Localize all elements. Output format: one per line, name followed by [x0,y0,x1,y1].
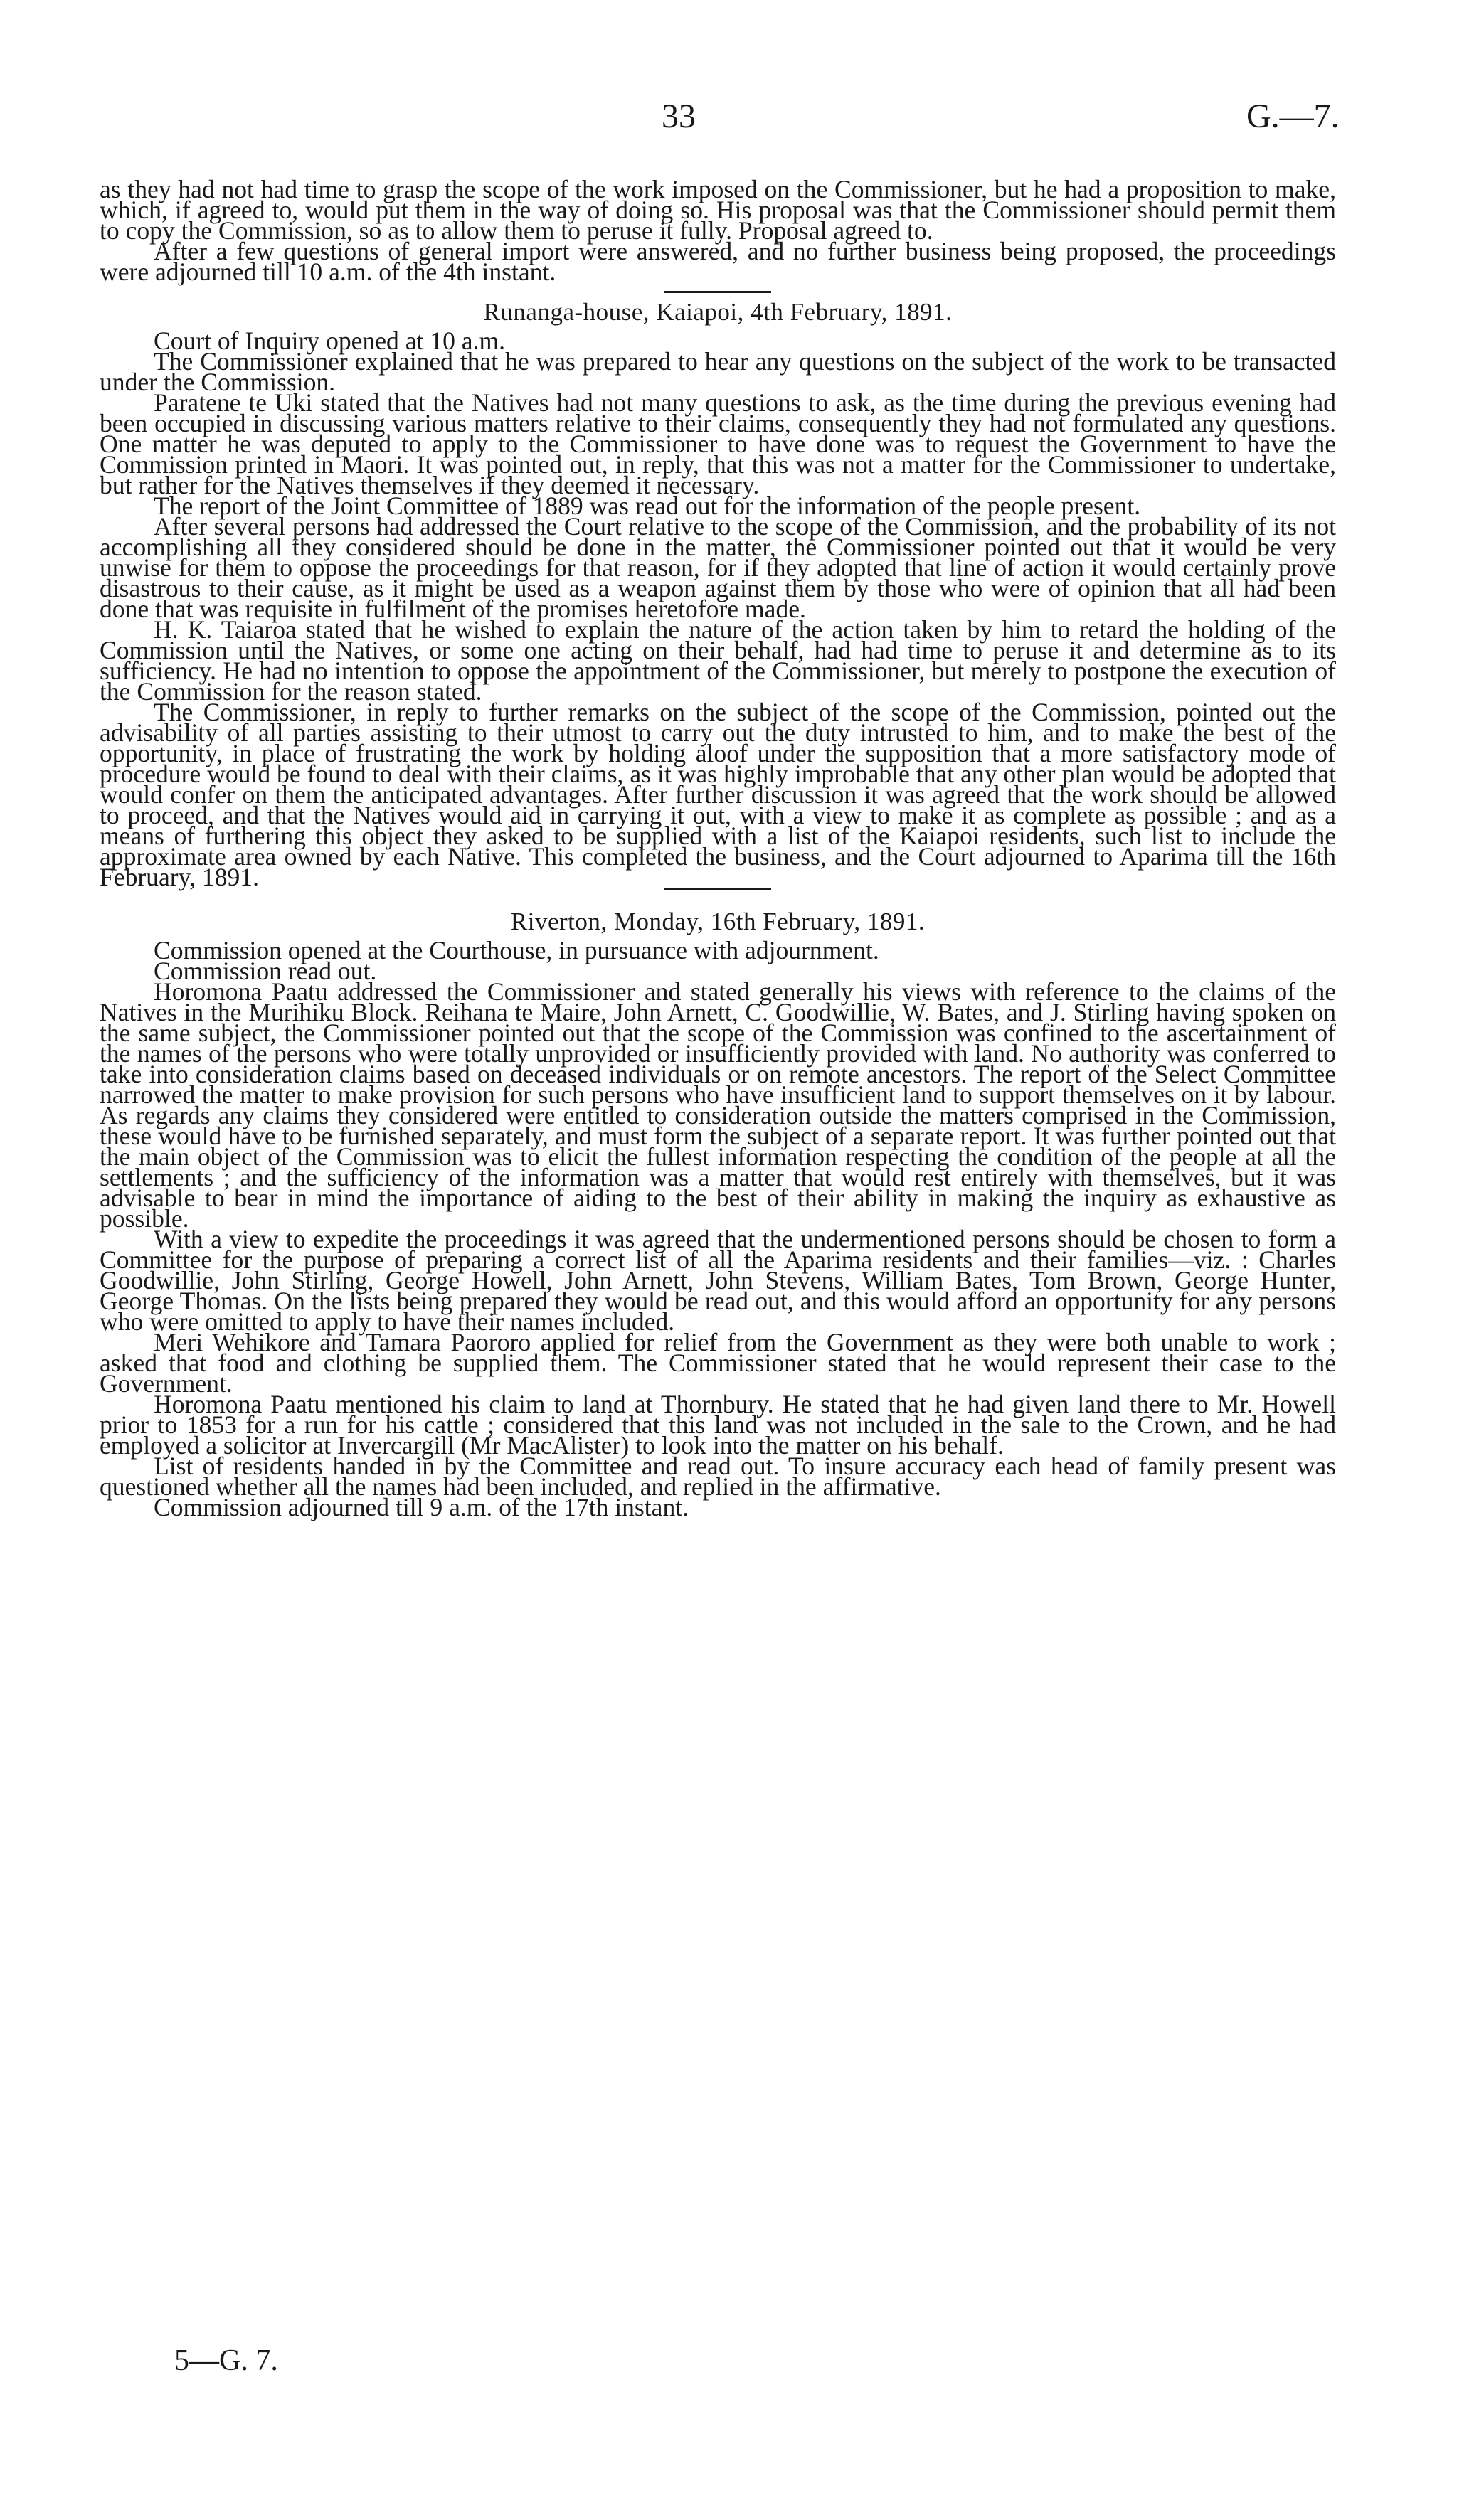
paragraph: Paratene te Uki stated that the Natives had not many questions to ask, as the time during the previous evening had been occupied in discussing various matters relative to their claims, consequently they had not formulated any questions. One matter he was deputed to apply to the Commissioner to have done was to request the Government to have the Commission printed in Maori. It was pointed out, in reply, that this was not a matter for the Commissioner to undertake, but rather for the Natives themselves if they deemed it necessary. [100,388,1336,499]
paragraph: H. K. Taiaroa stated that he wished to explain the nature of the action taken by him to retard the holding of the Commission until the Natives, or some one acting on their behalf, had had time to peruse it and determine as to its sufficiency. He had no intention to oppose the appointment of the Commissioner, but merely to postpone the execution of the Commission for the reason stated. [100,615,1336,706]
paragraph: After several persons had addressed the Court relative to the scope of the Commission, and the probability of its not accomplishing all they considered should be done in the matter, the Commissioner pointed out that it would be very unwise for them to oppose the proceedings for that reason, for if they adopted that line of action it would certainly prove disastrous to their cause, as it might be used as a weapon against them by those who were of opinion that all had been done that was requisite in fulfilment of the promises heretofore made. [100,512,1336,623]
section-heading-kaiapoi: Runanga-house, Kaiapoi, 4th February, 1891. [483,298,953,326]
paragraph: Commission opened at the Courthouse, in pursuance with adjournment. [154,936,879,964]
paragraph: List of residents handed in by the Committee and read out. To insure accuracy each head of family present was questioned whether all the names had been included, and replied in the affirmative. [100,1452,1336,1501]
printer-signature: 5—G. 7. [174,2344,278,2377]
body-text [100,175,1336,1521]
paragraph: The report of the Joint Committee of 1889 was read out for the information of the people present. [154,491,1141,520]
paragraph: as they had not had time to grasp the scope of the work imposed on the Commissioner, but he had a proposition to make, which, if agreed to, would put them in the way of doing so. His proposal was that the Commissioner should permit them to copy the Commission, so as to allow them to peruse it fully. Proposal agreed to. [100,175,1336,245]
paragraph: Commission adjourned till 9 a.m. of the 17th instant. [154,1493,689,1521]
document-reference: G.—7. [1246,97,1340,135]
paragraph: Meri Wehikore and Tamara Paororo applied for relief from the Government as they were both unable to work ; asked that food and clothing be supplied them. The Commissioner stated that he would represent their case to the Government. [100,1328,1336,1398]
page-number: 33 [662,97,696,135]
section-heading-riverton: Riverton, Monday, 16th February, 1891. [510,908,926,935]
paragraph: Horomona Paatu mentioned his claim to land at Thornbury. He stated that he had given land there to Mr. Howell prior to 1853 for a run for his cattle ; considered that this land was not included in the sale to the Crown, and he had employed a solicitor at Invercargill (Mr MacAlister) to look into the matter on his behalf. [100,1390,1336,1460]
paragraph: The Commissioner explained that he was prepared to hear any questions on the subject of the work to be transacted under the Commission. [100,347,1336,396]
paragraph: Court of Inquiry opened at 10 a.m. [154,326,506,355]
paragraph: Horomona Paatu addressed the Commissioner and stated generally his views with reference to the claims of the Natives in the Murihiku Block. Reihana te Maire, John Arnett, C. Goodwillie, W. Bates, and J. Stirling having spoken on the same subject, the Commissioner pointed out that the scope of the Commission was confined to the ascertainment of the names of the persons who were totally unprovided or insufficiently provided with land. No authority was conferred to take into consideration claims based on deceased individuals or on remote ancestors. The report of the Select Committee narrowed the matter to make provision for such persons who have insufficient land to support themselves on it by labour. As regards any claims they considered were entitled to consideration outside the matters comprised in the Commission, these would have to be furnished separately, and must form the subject of a separate report. It was further pointed out that the main object of the Commission was to elicit the fullest information respecting the condition of the people at all the settlements ; and the sufficiency of the information was a matter that would rest entirely with themselves, but it was advisable to bear in mind the importance of aiding to the best of their ability in making the inquiry as exhaustive as possible. [100,977,1336,1233]
paragraph: The Commissioner, in reply to further remarks on the subject of the scope of the Commission, pointed out the advisability of all parties assisting to their utmost to carry out the duty intrusted to him, and to make the best of the opportunity, in place of frustrating the work by holding aloof under the supposition that a more satisfactory mode of procedure would be found to deal with their claims, as it was highly improbable that any other plan would be adopted that would confer on them the anticipated advantages. After further discussion it was agreed that the work should be allowed to proceed, and that the Natives would aid in carrying it out, with a view to make it as complete as possible ; and as a means of furthering this object they asked to be supplied with a list of the Kaiapoi residents, such list to include the approximate area owned by each Native. This completed the business, and the Court adjourned to Aparima till the 16th February, 1891. [100,698,1336,891]
paragraph: With a view to expedite the proceedings it was agreed that the undermentioned persons should be chosen to form a Committee for the purpose of preparing a correct list of all the Aparima residents and their families—viz. : Charles Goodwillie, John Stirling, George Howell, John Arnett, John Stevens, William Bates, Tom Brown, George Hunter, George Thomas. On the lists being prepared they would be read out, and this would afford an opportunity for any persons who were omitted to apply to have their names included. [100,1225,1336,1336]
paragraph: Commission read out. [154,957,377,985]
paragraph: After a few questions of general import were answered, and no further business being proposed, the proceedings were adjourned till 10 a.m. of the 4th instant. [100,237,1336,286]
